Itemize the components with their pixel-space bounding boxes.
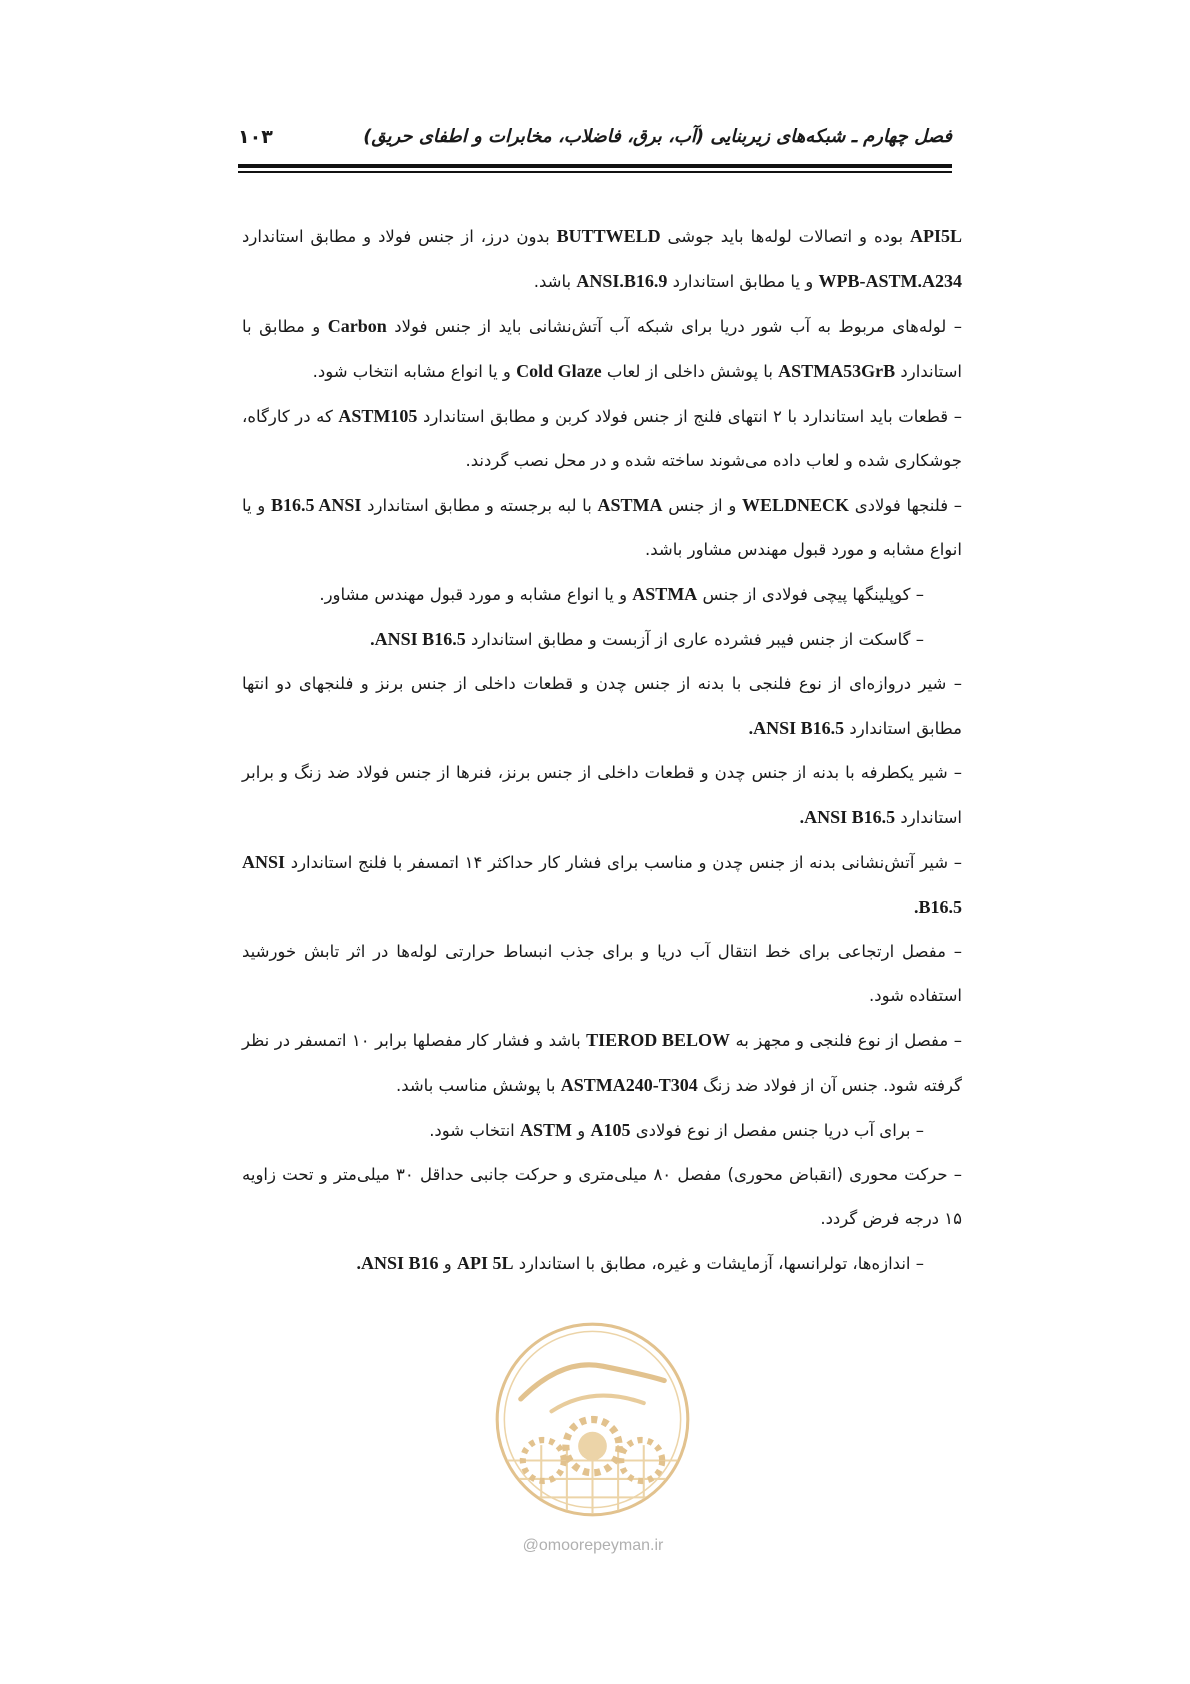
bold-term: ANSI B16.5. xyxy=(242,852,962,917)
running-header xyxy=(238,118,952,158)
header-rule-thick xyxy=(238,164,952,168)
body-text xyxy=(242,214,962,1286)
text-run: – حرکت محوری (انقباض محوری) مفصل ۸۰ میلی‌متری و حرکت جانبی حداقل ۳۰ میلی‌متر و تحت زاویه ۱۵ درجه فرض گردد. xyxy=(242,1165,962,1228)
bold-term: ASTMA xyxy=(597,495,663,515)
paragraph xyxy=(242,840,962,930)
paragraph xyxy=(242,1018,962,1108)
bold-term: ANSI B16.5. xyxy=(748,718,845,738)
paragraph xyxy=(242,394,962,483)
text-run: و یا مطابق استاندارد xyxy=(667,272,819,291)
bold-term: Carbon xyxy=(327,316,387,336)
bold-term: ASTM xyxy=(520,1120,573,1140)
text-run: انتخاب شود. xyxy=(429,1121,520,1140)
text-run: – فلنجها فولادی xyxy=(849,496,963,515)
bold-term: ANSI B16. xyxy=(356,1253,439,1273)
text-run: و یا انواع مشابه و مورد قبول مهندس مشاور باشد. xyxy=(242,496,962,559)
text-run: با پوشش مناسب باشد. xyxy=(395,1076,561,1095)
watermark-url: @omoorepeyman.ir xyxy=(522,1537,664,1554)
page-number: ۱۰۳ xyxy=(238,126,273,148)
paragraph xyxy=(242,214,962,304)
paragraph xyxy=(242,572,962,617)
text-run: با پوشش داخلی از لعاب xyxy=(601,362,779,381)
paragraph xyxy=(242,617,962,662)
text-run: – شیر آتش‌نشانی بدنه از جنس چدن و مناسب برای فشار کار حداکثر ۱۴ اتمسفر با فلنج استاندارد xyxy=(285,853,963,872)
bold-term: API 5L xyxy=(456,1253,514,1273)
paragraph xyxy=(242,1153,962,1241)
text-run: باشد. xyxy=(533,272,577,291)
bold-term: WPB-ASTM.A234 xyxy=(818,271,962,291)
text-run: – برای آب دریا جنس مفصل از نوع فولادی xyxy=(630,1121,924,1140)
text-run: و xyxy=(572,1121,591,1140)
text-run: – کوپلینگها پیچی فولادی از جنس xyxy=(697,585,924,604)
paragraph xyxy=(242,930,962,1018)
paragraph xyxy=(242,751,962,840)
bold-term: ASTMA xyxy=(632,584,698,604)
bold-term: WELDNECK xyxy=(742,495,850,515)
text-run: و مطابق با استاندارد xyxy=(242,317,962,381)
text-run: – گاسکت از جنس فیبر فشرده عاری از آزبست و مطابق استاندارد xyxy=(465,630,924,649)
bold-term: API5L xyxy=(909,226,962,246)
text-run: و یا انواع مشابه و مورد قبول مهندس مشاور. xyxy=(319,585,633,604)
text-run: و یا انواع مشابه انتخاب شود. xyxy=(312,362,517,381)
paragraph xyxy=(242,304,962,394)
bold-term: TIEROD BELOW xyxy=(586,1030,730,1050)
paragraph xyxy=(242,662,962,751)
text-run: – شیر دروازه‌ای از نوع فلنجی با بدنه از جنس چدن و قطعات داخلی از جنس برنز و فلنجهای دو انتها مطابق استاندارد xyxy=(242,674,962,738)
text-run: – قطعات باید استاندارد با ۲ انتهای فلنج از جنس فولاد کربن و مطابق استاندارد xyxy=(417,407,962,426)
text-run: – مفصل ارتجاعی برای خط انتقال آب دریا و برای جذب انبساط حرارتی لوله‌ها در اثر تابش خورشید استفاده شود. xyxy=(242,942,962,1005)
text-run: – شیر یکطرفه با بدنه از جنس چدن و قطعات داخلی از جنس برنز، فنرها از جنس فولاد ضد زنگ و برابر استاندارد xyxy=(242,763,962,827)
bold-term: ANSI B16.5. xyxy=(370,629,466,649)
bold-term: ASTMA53GrB xyxy=(778,361,896,381)
paragraph xyxy=(242,1241,962,1286)
text-run: بدون درز، از جنس فولاد و مطابق استاندارد xyxy=(242,227,557,246)
paragraph xyxy=(242,483,962,572)
text-run: – لوله‌های مربوط به آب شور دریا برای شبکه آب آتش‌نشانی باید از جنس فولاد xyxy=(386,317,962,336)
watermark-logo-icon xyxy=(490,1317,695,1522)
text-run: که در کارگاه، جوشکاری شده و لعاب داده می‌شوند ساخته شده و در محل نصب گردند. xyxy=(242,407,962,470)
bold-term: ASTM105 xyxy=(338,406,418,426)
bold-term: Cold Glaze xyxy=(516,361,602,381)
paragraph xyxy=(242,1108,962,1153)
bold-term: ASTMA240-T304 xyxy=(560,1075,698,1095)
header-rule-thin xyxy=(238,171,952,173)
text-run: و xyxy=(438,1254,457,1273)
bold-term: ANSI.B16.9 xyxy=(576,271,668,291)
bold-term: B16.5 ANSI xyxy=(270,495,362,515)
text-run: بوده و اتصالات لوله‌ها باید جوشی xyxy=(660,227,910,246)
chapter-title: فصل چهارم ـ شبکه‌های زیربنایی (آب، برق، فاضلاب، مخابرات و اطفای حریق) xyxy=(363,126,952,147)
text-run: – مفصل از نوع فلنجی و مجهز به xyxy=(729,1031,962,1050)
text-run: – اندازه‌ها، تولرانسها، آزمایشات و غیره، مطابق با استاندارد xyxy=(513,1254,924,1273)
bold-term: ANSI B16.5. xyxy=(799,807,896,827)
bold-term: A105 xyxy=(590,1120,631,1140)
text-run: با لبه برجسته و مطابق استاندارد xyxy=(361,496,598,515)
text-run: باشد و فشار کار مفصلها برابر ۱۰ اتمسفر در نظر گرفته شود. جنس آن از فولاد ضد زنگ xyxy=(242,1031,962,1095)
text-run: و از جنس xyxy=(662,496,742,515)
bold-term: BUTTWELD xyxy=(556,226,661,246)
